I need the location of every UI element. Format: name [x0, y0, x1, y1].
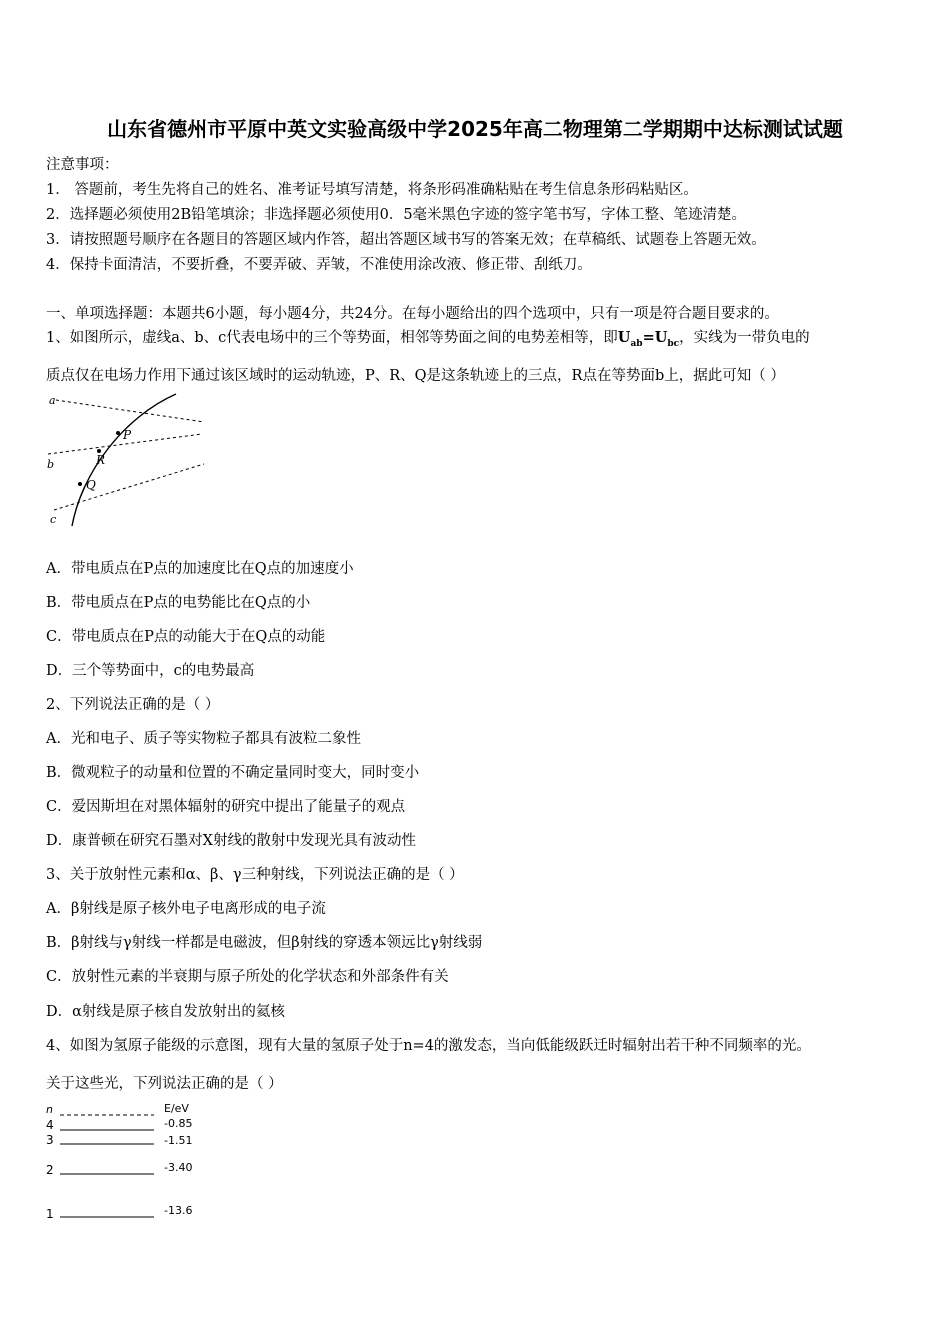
trajectory-curve	[72, 394, 176, 526]
point-p-dot	[116, 431, 120, 435]
q1-option-a: A．带电质点在P点的加速度比在Q点的加速度小	[46, 561, 354, 577]
q1-stem-text: 1、如图所示，虚线a、b、c代表电场中的三个等势面，相邻等势面之间的电势差相等，即	[46, 330, 618, 346]
level-3-energy: -1.51	[164, 1134, 193, 1147]
level-3-n: 3	[46, 1133, 54, 1147]
section-heading: 一、单项选择题：本题共6小题，每小题4分，共24分。在每小题给出的四个选项中，只有一项是符合题目要求的。	[46, 306, 779, 322]
q3-option-a: A．β射线是原子核外电子电离形成的电子流	[46, 901, 326, 917]
q2-option-a: A．光和电子、质子等实物粒子都具有波粒二象性	[46, 731, 361, 747]
notice-item: 4．保持卡面清洁，不要折叠，不要弄破、弄皱，不准使用涂改液、修正带、刮纸刀。	[46, 257, 592, 273]
label-q: Q	[86, 478, 96, 492]
q1-sub-ab: ab	[630, 338, 643, 349]
equipotential-line-a	[56, 400, 204, 422]
level-1-energy: -13.6	[164, 1204, 193, 1217]
q3-stem: 3、关于放射性元素和α、β、γ三种射线，下列说法正确的是（ ）	[46, 867, 464, 883]
q1-equals: =U	[642, 329, 668, 346]
q2-option-c: C．爱因斯坦在对黑体辐射的研究中提出了能量子的观点	[46, 799, 406, 815]
equipotential-figure	[44, 392, 209, 530]
q3-option-b: B．β射线与γ射线一样都是电磁波，但β射线的穿透本领远比γ射线弱	[46, 935, 483, 951]
q1-u-symbol: U	[617, 329, 631, 346]
q1-stem-line1	[46, 326, 810, 349]
energy-axis-label: E/eV	[164, 1102, 189, 1115]
q1-option-c: C．带电质点在P点的动能大于在Q点的动能	[46, 629, 326, 645]
q4-stem-line2: 关于这些光，下列说法正确的是（ ）	[46, 1076, 283, 1092]
label-a: a	[49, 394, 56, 407]
q2-option-b: B．微观粒子的动量和位置的不确定量同时变大，同时变小	[46, 765, 420, 781]
q1-stem-line2: 质点仅在电场力作用下通过该区域时的运动轨迹，P、R、Q是这条轨迹上的三点，R点在等势面b上，据此可知（ ）	[46, 368, 785, 384]
page-title: 山东省德州市平原中英文实验高级中学2025年高二物理第二学期期中达标测试试题	[107, 117, 843, 141]
q3-option-d: D．α射线是原子核自发放射出的氦核	[46, 1004, 285, 1020]
q4-stem-line1: 4、如图为氢原子能级的示意图，现有大量的氢原子处于n=4的激发态，当向低能级跃迁时辐射出若干种不同频率的光。	[46, 1038, 811, 1054]
q1-option-b: B．带电质点在P点的电势能比在Q点的小	[46, 595, 311, 611]
label-b: b	[47, 458, 55, 471]
level-4-n: 4	[46, 1118, 54, 1132]
q3-option-c: C．放射性元素的半衰期与原子所处的化学状态和外部条件有关	[46, 969, 449, 985]
level-2-n: 2	[46, 1163, 54, 1177]
label-r: R	[96, 453, 106, 467]
q1-stem-text-end: ，实线为一带负电的	[679, 330, 810, 346]
label-p: P	[123, 428, 132, 442]
level-4-energy: -0.85	[164, 1117, 193, 1130]
q2-stem: 2、下列说法正确的是（ ）	[46, 697, 220, 713]
q1-sub-bc: bc	[667, 338, 680, 349]
notice-item: 2．选择题必须使用2B铅笔填涂；非选择题必须使用0．5毫米黑色字迹的签字笔书写，字体工整、笔迹清楚。	[46, 207, 747, 223]
energy-level-diagram	[42, 1098, 212, 1224]
notice-item: 1． 答题前，考生先将自己的姓名、准考证号填写清楚，将条形码准确粘贴在考生信息条形码粘贴区。	[46, 182, 698, 198]
level-2-energy: -3.40	[164, 1161, 193, 1174]
label-c: c	[50, 513, 57, 526]
n-axis-label: n	[46, 1103, 53, 1116]
q2-option-d: D．康普顿在研究石墨对X射线的散射中发现光具有波动性	[46, 833, 416, 849]
notice-heading: 注意事项：	[46, 157, 119, 173]
q1-option-d: D．三个等势面中，c的电势最高	[46, 663, 255, 679]
notice-item: 3．请按照题号顺序在各题目的答题区域内作答，超出答题区域书写的答案无效；在草稿纸、试题卷上答题无效。	[46, 232, 766, 248]
equipotential-line-c	[54, 464, 204, 510]
level-1-n: 1	[46, 1207, 54, 1221]
point-q-dot	[78, 482, 82, 486]
